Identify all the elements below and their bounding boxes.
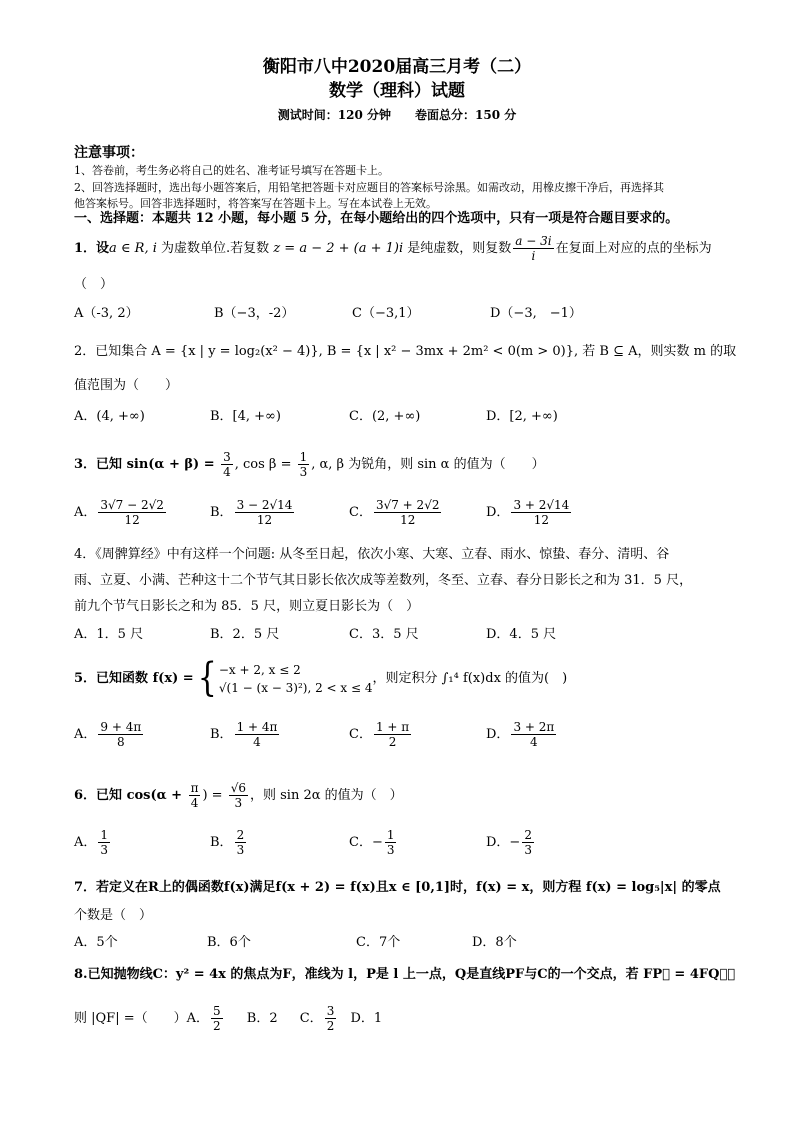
question-2: 2．已知集合 A = {x | y = log₂(x² − 4)}, B = {x | x² − 3mx + 2m² < 0(m > 0)}, 若 B ⊆ A，则实数 m 的取 (74, 344, 737, 359)
section-heading: 一、选择题：本题共 12 小题，每小题 5 分，在每小题给出的四个选项中，只有一项是符合题目要求的。 (74, 211, 679, 226)
q1-option-a: A（-3, 2） (74, 306, 139, 321)
q6-option-b-den: 3 (236, 843, 245, 857)
q8-option-a-num: 5 (212, 1004, 221, 1018)
q3-frac-2-den: 3 (299, 465, 308, 479)
q6-option-c-label: C．− (349, 835, 383, 850)
question-4-line-3: 前九个节气日影长之和为 85．5 尺，则立夏日影长为（ ） (74, 599, 420, 614)
q3-option-d-num: 3 + 2√14 (513, 498, 570, 512)
q4-option-d: D．4．5 尺 (486, 627, 557, 642)
q6-option-a-den: 3 (100, 843, 109, 857)
q1-text-b: a ∈ R, i (109, 241, 157, 256)
q6-frac-2 (229, 781, 248, 810)
q6-frac-1-den: 4 (190, 796, 199, 810)
q7-option-d: D．8个 (472, 935, 517, 950)
q3-option-c-den: 12 (400, 513, 416, 527)
q4-option-a: A．1．5 尺 (74, 627, 144, 642)
q1-option-b: B（−3，-2） (214, 306, 295, 321)
q6-option-c (349, 828, 398, 857)
q5-option-d-num: 3 + 2π (513, 720, 555, 734)
q6-option-a (74, 828, 112, 857)
q5-text-b: ，则定积分 ∫₁⁴ f(x)dx 的值为( ) (372, 671, 568, 686)
q8-answers (74, 1004, 382, 1033)
q3-option-c-num: 3√7 + 2√2 (375, 498, 440, 512)
q3-option-b-label: B． (210, 505, 233, 520)
q5-option-b-frac (235, 720, 280, 749)
notice-item-2: 2、回答选择题时，选出每小题答案后，用铅笔把答题卡对应题目的答案标号涂黑。如需改动，用橡皮擦干净后，再选择其 (74, 181, 664, 194)
q5-option-c-num: 1 + π (375, 720, 410, 734)
q2-cont: 值范围为（ ） (74, 378, 179, 393)
q7-cont: 个数是（ ） (74, 908, 153, 923)
q6-option-b-label: B． (210, 835, 233, 850)
q3-option-a-den: 12 (124, 513, 140, 527)
q3-frac-1-den: 4 (223, 465, 231, 479)
question-7: 7．若定义在R上的偶函数f(x)满足f(x + 2) = f(x)且x ∈ [0,1]时，f(x) = x，则方程 f(x) = log₅|x| 的零点 (74, 880, 721, 895)
q6-text-c: ，则 sin 2α 的值为（ ） (249, 788, 403, 803)
q1-text-f: 在复面上对应的点的坐标为 (555, 241, 712, 256)
q5-option-b-label: B． (210, 727, 233, 742)
q6-option-b-frac (235, 828, 247, 857)
q5-option-c-frac (374, 720, 411, 749)
q3-option-c (349, 498, 443, 527)
question-3 (74, 450, 545, 479)
q5-option-b (210, 720, 281, 749)
q1-text-e: 是纯虚数，则复数 (403, 241, 512, 256)
q1-option-c: C（−3,1） (352, 306, 420, 321)
question-6 (74, 781, 403, 810)
q3-option-d-frac (511, 498, 571, 527)
exam-title: 衡阳市八中2020届高三月考（二） (262, 57, 532, 77)
q5-option-a-frac (98, 720, 143, 749)
q4-option-b: B．2．5 尺 (210, 627, 280, 642)
exam-subtitle: 数学（理科）试题 (329, 81, 465, 101)
q6-option-b (210, 828, 248, 857)
q5-option-a (74, 720, 145, 749)
q3-option-a (74, 498, 168, 527)
q5-brace: { (197, 655, 217, 701)
q5-option-d-label: D． (486, 727, 510, 742)
q5-row-1: −x + 2, x ≤ 2 (218, 662, 301, 677)
q6-option-b-num: 2 (236, 828, 245, 842)
q3-text-a: 3．已知 sin(α + β) = (74, 457, 220, 472)
q5-option-c-label: C． (349, 727, 372, 742)
q3-option-b-frac (235, 498, 295, 527)
question-8: 8.已知抛物线C：y² = 4x 的焦点为F，准线为 l，P是 l 上一点，Q是直线PF与C的一个交点，若 FP⃗ = 4FQ⃗， (74, 967, 736, 982)
q2-option-c: C．(2, +∞) (349, 409, 421, 424)
q6-frac-1-num: π (190, 781, 199, 795)
q6-option-d (486, 828, 536, 857)
q7-option-b: B．6个 (207, 935, 251, 950)
q6-option-c-den: 3 (386, 843, 395, 857)
q3-option-a-frac (98, 498, 166, 527)
q3-frac-2 (298, 450, 310, 479)
q3-option-a-label: A． (74, 505, 97, 520)
q6-option-d-label: D．− (486, 835, 521, 850)
q5-rows (219, 661, 373, 697)
q3-option-d (486, 498, 573, 527)
exam-meta: 测试时间：120 分钟 卷面总分：150 分 (277, 108, 517, 122)
q8-option-c-num: 3 (326, 1004, 335, 1018)
q6-option-a-label: A． (74, 835, 97, 850)
q7-option-a: A．5个 (74, 935, 118, 950)
q3-text-b: , cos β = (234, 457, 296, 472)
q3-frac-1-num: 3 (223, 450, 231, 464)
q8-option-c-frac (325, 1004, 337, 1033)
q6-frac-2-den: 3 (234, 796, 243, 810)
q5-option-d (486, 720, 558, 749)
q1-text-d: z = a − 2 + (a + 1)i (273, 241, 404, 256)
q8-option-d: D．1 (350, 1011, 383, 1026)
q1-fraction (513, 234, 553, 263)
q8-option-c-den: 2 (326, 1019, 335, 1033)
q7-option-c: C．7个 (356, 935, 401, 950)
q5-row-2: √(1 − (x − 3)²), 2 < x ≤ 4 (218, 680, 373, 695)
q5-option-d-frac (511, 720, 556, 749)
q3-option-d-den: 12 (533, 513, 550, 527)
q2-option-b: B．[4, +∞) (210, 409, 281, 424)
q6-text-a: 6．已知 cos(α + (74, 788, 187, 803)
notice-item-3: 他答案标号。回答非选择题时，将答案写在答题卡上。写在本试卷上无效。 (74, 197, 437, 210)
question-1 (74, 234, 712, 263)
q5-option-d-den: 4 (530, 735, 538, 749)
q3-frac-2-num: 1 (299, 450, 308, 464)
q8-cont-c: C． (299, 1011, 323, 1026)
q1-text-a: 1．设 (74, 241, 110, 256)
q4-option-c: C．3．5 尺 (349, 627, 419, 642)
question-5 (74, 657, 567, 701)
question-4-line-2: 雨、立夏、小满、芒种这十二个节气其日影长依次成等差数列，冬至、立春、春分日影长之和为 31．5 尺， (74, 573, 693, 588)
q5-piecewise (197, 655, 373, 701)
q6-option-d-den: 3 (524, 843, 532, 857)
q6-text-b: ) = (202, 788, 227, 803)
q5-option-c (349, 720, 413, 749)
q6-option-d-frac (522, 828, 534, 857)
q5-option-b-den: 4 (253, 735, 261, 749)
notice-item-1: 1、答卷前，考生务必将自己的姓名、准考证号填写在答题卡上。 (74, 164, 389, 177)
q6-option-c-num: 1 (386, 828, 395, 842)
q3-option-b (210, 498, 296, 527)
q2-option-a: A．(4, +∞) (74, 409, 145, 424)
q6-frac-1 (189, 781, 201, 810)
q8-cont-a: 则 |QF| =（ ）A． (74, 1011, 209, 1026)
q3-frac-1 (221, 450, 233, 479)
q3-option-b-num: 3 − 2√14 (236, 498, 293, 512)
q6-option-d-num: 2 (524, 828, 532, 842)
q5-option-c-den: 2 (388, 735, 397, 749)
q1-text-c: 为虚数单位.若复数 (156, 241, 274, 256)
q3-text-c: , α, β 为锐角，则 sin α 的值为（ ） (311, 457, 545, 472)
q5-option-a-den: 8 (116, 735, 125, 749)
q5-option-a-num: 9 + 4π (100, 720, 142, 734)
q8-option-a-frac (211, 1004, 223, 1033)
q3-option-b-den: 12 (256, 513, 273, 527)
q8-option-b: B．2 (246, 1011, 278, 1026)
q8-option-a-den: 2 (212, 1019, 221, 1033)
q1-frac-num: a − 3i (515, 234, 552, 248)
q6-option-c-frac (385, 828, 397, 857)
notice-heading: 注意事项： (74, 145, 144, 161)
q6-frac-2-num: √6 (230, 781, 246, 795)
q6-option-a-frac (98, 828, 110, 857)
q5-option-b-num: 1 + 4π (236, 720, 278, 734)
q6-option-a-num: 1 (100, 828, 109, 842)
question-4-line-1: 4．《周髀算经》中有这样一个问题: 从冬至日起，依次小寒、大寒、立春、雨水、惊蛰、春分、清明、谷 (74, 547, 670, 562)
q1-cont: （ ） (74, 277, 114, 292)
q2-option-d: D．[2, +∞) (486, 409, 558, 424)
q3-option-d-label: D． (486, 505, 510, 520)
q5-option-a-label: A． (74, 727, 97, 742)
q3-option-c-frac (374, 498, 442, 527)
q5-text-a: 5．已知函数 f(x) = (74, 671, 194, 686)
q1-option-d: D（−3, −1） (490, 306, 582, 321)
q1-frac-den: i (531, 249, 536, 263)
q3-option-a-num: 3√7 − 2√2 (100, 498, 164, 512)
q3-option-c-label: C． (349, 505, 372, 520)
